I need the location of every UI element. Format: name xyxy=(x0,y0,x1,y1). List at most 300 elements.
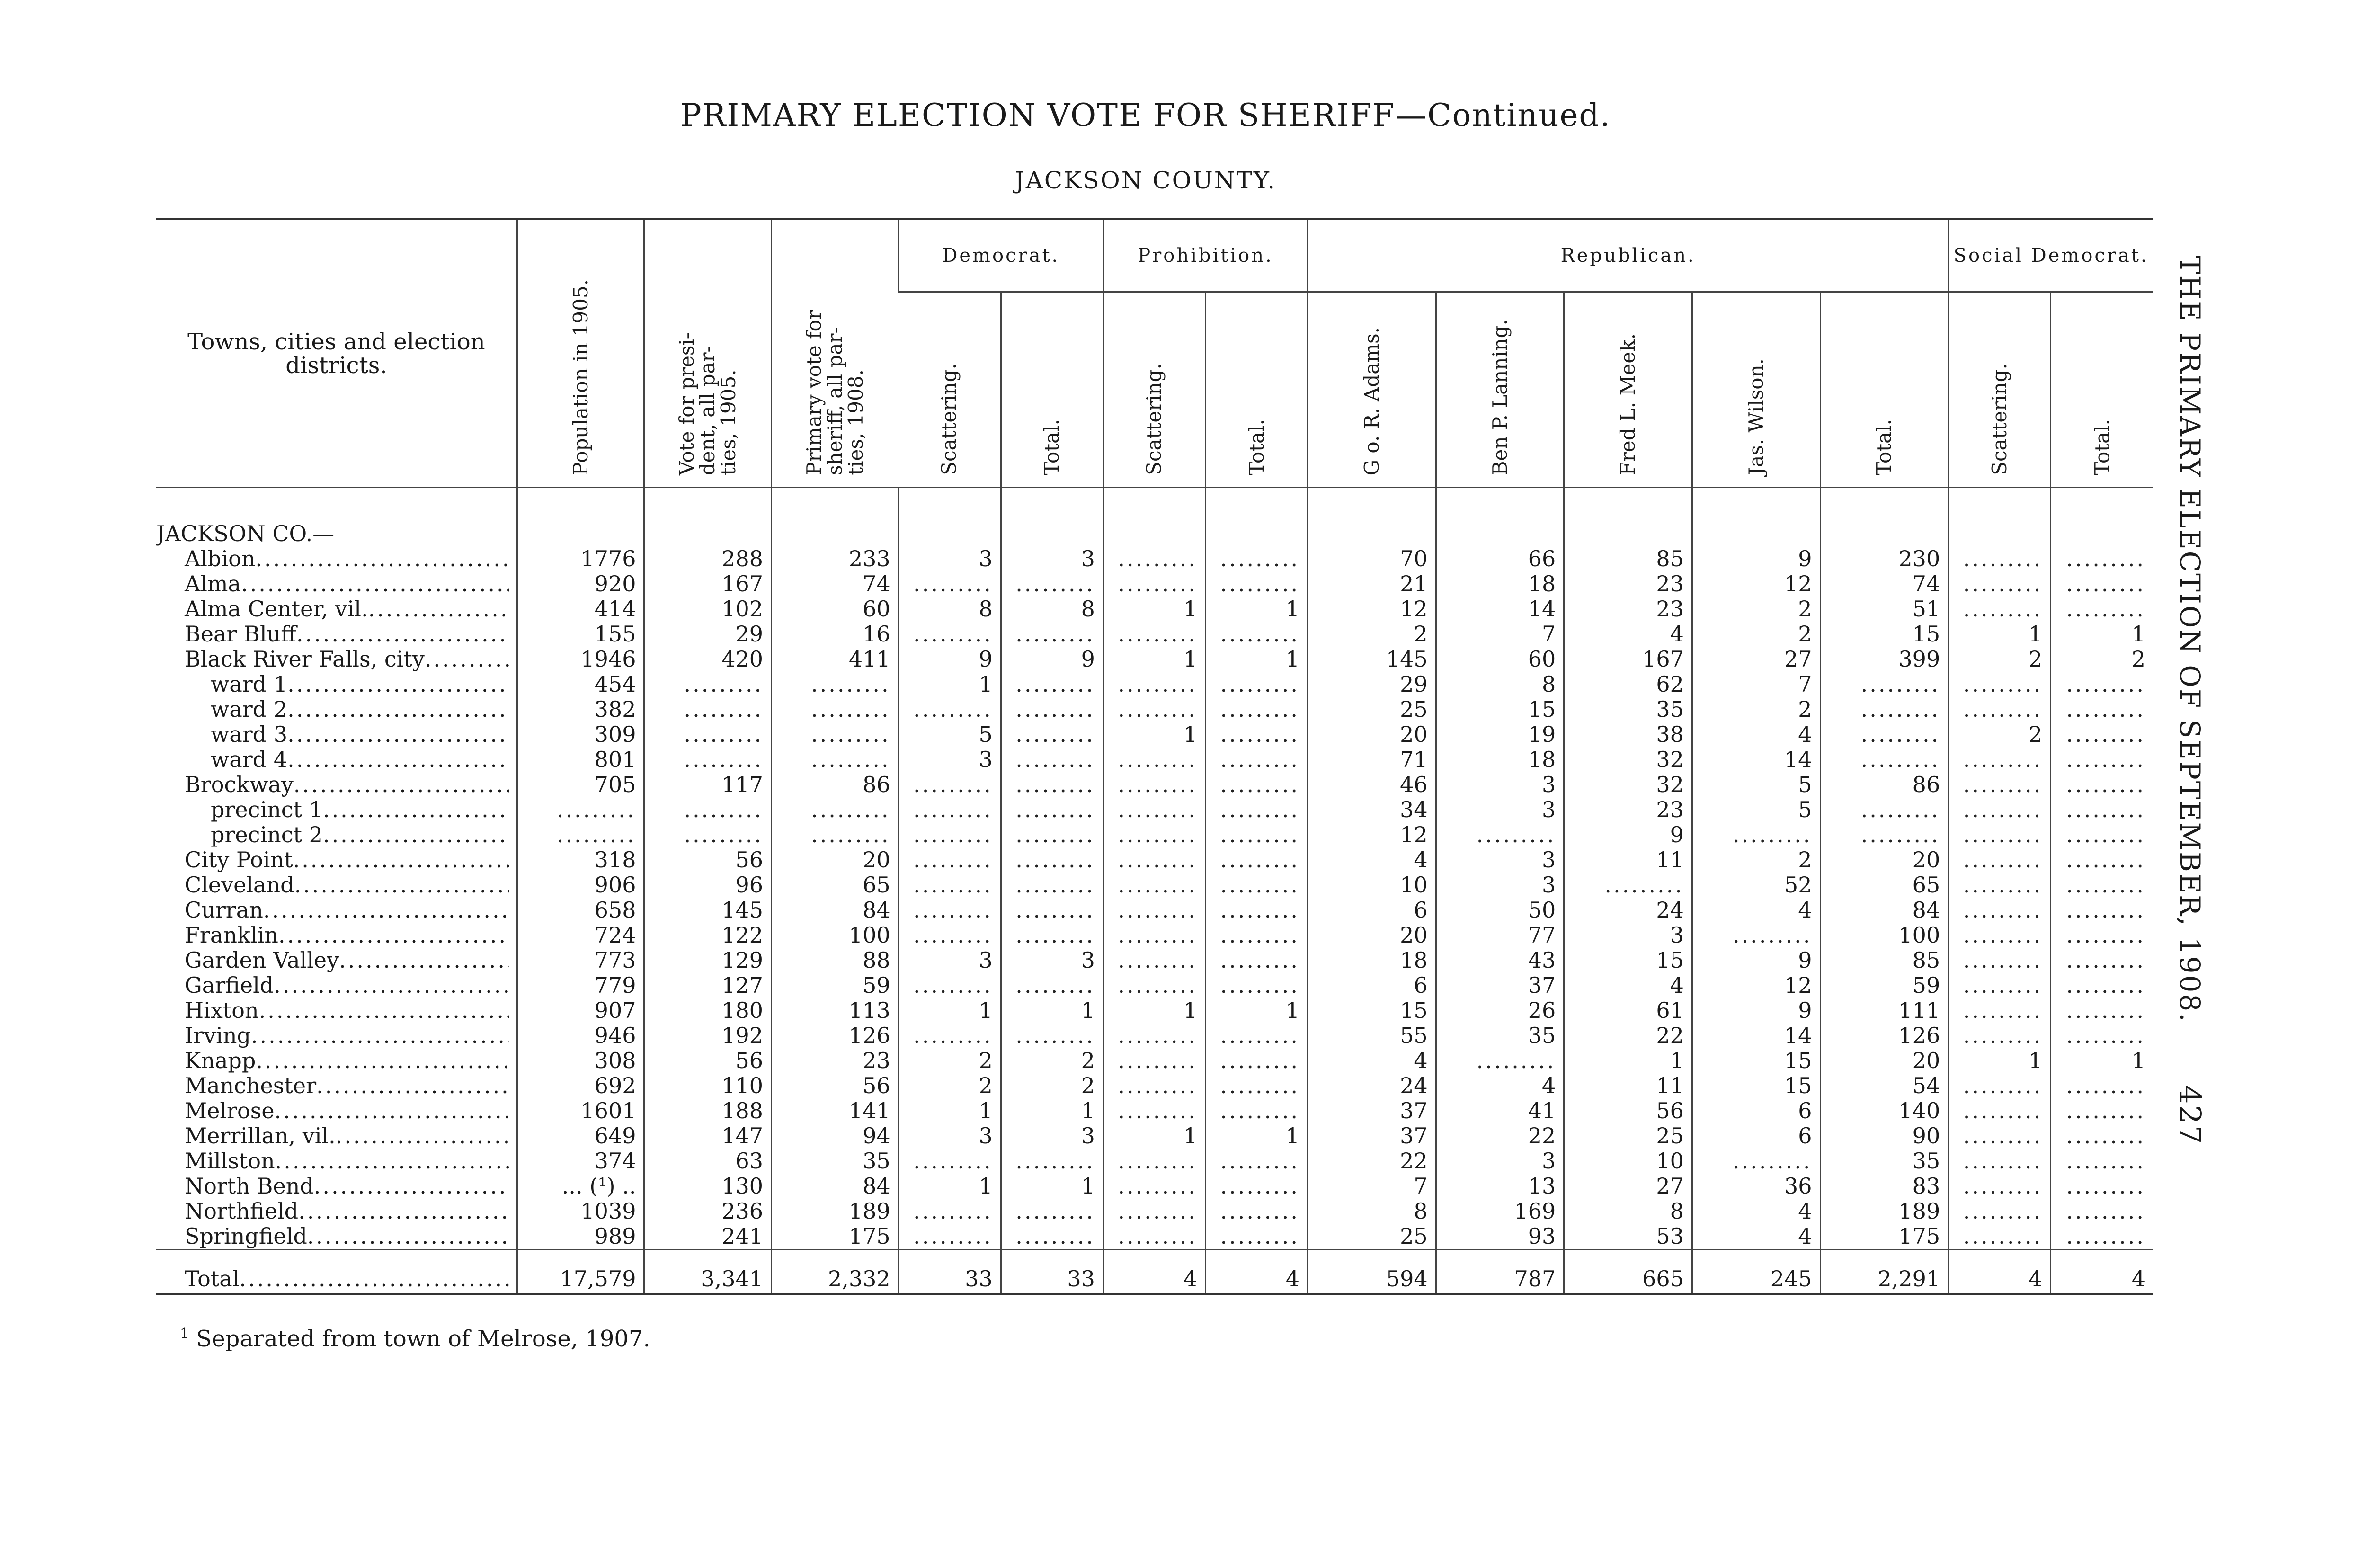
dot-leader: ......... xyxy=(913,797,993,822)
district-label: Hixton xyxy=(185,998,259,1023)
dot-leader: ......... xyxy=(811,672,890,697)
empty-cell-p_sc xyxy=(1103,1199,1205,1224)
header-primary-vote-label: Primary vote for sheriff, all par- ties, 1908. xyxy=(802,310,867,475)
dot-leader: ......... xyxy=(1963,1174,2043,1199)
cell-meek: 32 xyxy=(1564,747,1692,772)
cell-adams: 10 xyxy=(1308,873,1436,898)
dot-leader: ......... xyxy=(684,747,764,772)
empty-cell-s_sc xyxy=(1949,973,2051,998)
cell-d_sc: 3 xyxy=(899,546,1001,571)
dot-leader: ......... xyxy=(1015,847,1095,873)
table-cell xyxy=(517,488,644,547)
district-name xyxy=(156,672,517,697)
district-label: Garfield xyxy=(185,973,274,998)
cell-meek: 27 xyxy=(1564,1174,1692,1199)
table-bottom-rule xyxy=(156,1293,2153,1295)
district-label: Total xyxy=(185,1265,240,1292)
empty-cell-d_t xyxy=(1001,622,1103,647)
cell-prim: 84 xyxy=(772,1174,899,1199)
running-header xyxy=(2173,256,2207,1146)
empty-cell-s_sc xyxy=(1949,1073,2051,1098)
cell-p_sc: 1 xyxy=(1103,647,1205,672)
cell-pop: 155 xyxy=(517,622,644,647)
empty-cell-p_t xyxy=(1205,1199,1308,1224)
cell-prim: 56 xyxy=(772,1073,899,1098)
dot-leader: ......... xyxy=(1015,1023,1095,1048)
empty-cell-p_sc xyxy=(1103,571,1205,597)
cell-r_t: 15 xyxy=(1820,622,1949,647)
header-vote-president xyxy=(644,220,772,488)
cell-adams: 12 xyxy=(1308,822,1436,847)
dot-leader: ......... xyxy=(1963,1073,2043,1098)
cell-adams: 37 xyxy=(1308,1098,1436,1123)
district-name-wrap xyxy=(156,571,509,597)
dot-leader: ......... xyxy=(1118,1149,1197,1174)
empty-cell-prim xyxy=(772,822,899,847)
empty-cell-s_t xyxy=(2051,772,2153,797)
cell-r_t: 175 xyxy=(1820,1224,1949,1250)
empty-cell-lanning xyxy=(1436,1048,1564,1073)
dot-leader: ......... xyxy=(1963,597,2043,622)
cell-d_sc: 3 xyxy=(899,948,1001,973)
table-row xyxy=(156,1098,2153,1123)
cell-pop: 1946 xyxy=(517,647,644,672)
dot-leader: ......... xyxy=(1963,847,2043,873)
dot-leader: ......... xyxy=(1732,1149,1812,1174)
dot-leader: ......... xyxy=(2066,1073,2145,1098)
cell-wilson: 2 xyxy=(1692,697,1820,722)
empty-cell-s_sc xyxy=(1949,1023,2051,1048)
dot-leader: ......... xyxy=(1015,1224,1095,1249)
cell-prim: 59 xyxy=(772,973,899,998)
cell-meek: 11 xyxy=(1564,847,1692,873)
cell-wilson: 14 xyxy=(1692,1023,1820,1048)
cell-adams: 22 xyxy=(1308,1149,1436,1174)
empty-cell-p_sc xyxy=(1103,772,1205,797)
district-label: ward 1 xyxy=(211,672,288,697)
leader-dots xyxy=(287,672,509,697)
dot-leader: ......... xyxy=(811,697,890,722)
cell-pop: 705 xyxy=(517,772,644,797)
leader-dots xyxy=(239,1266,508,1292)
dot-leader: ......... xyxy=(2066,998,2145,1023)
cell-p_sc: 1 xyxy=(1103,722,1205,747)
cell-lanning: 4 xyxy=(1436,1073,1564,1098)
district-label: Northfield xyxy=(185,1199,299,1224)
dot-leader: ......... xyxy=(1963,1224,2043,1249)
empty-cell-s_t xyxy=(2051,1123,2153,1149)
dot-leader: ......... xyxy=(1963,546,2043,571)
empty-cell-d_t xyxy=(1001,973,1103,998)
district-name xyxy=(156,622,517,647)
district-name xyxy=(156,1199,517,1224)
header-towns xyxy=(156,220,517,488)
leader-dots xyxy=(259,998,509,1023)
header-label: Scattering. xyxy=(937,363,961,475)
dot-leader: ......... xyxy=(2066,973,2145,998)
dot-leader: ......... xyxy=(1963,1023,2043,1048)
cell-pop: 658 xyxy=(517,898,644,923)
cell-lanning: 169 xyxy=(1436,1199,1564,1224)
cell-lanning: 18 xyxy=(1436,747,1564,772)
dot-leader: ......... xyxy=(913,847,993,873)
table-row xyxy=(156,847,2153,873)
dot-leader: ......... xyxy=(913,697,993,722)
county-heading-row xyxy=(156,488,2153,547)
leader-dots xyxy=(263,898,509,923)
district-name-wrap xyxy=(156,847,509,873)
cell-wilson: 15 xyxy=(1692,1073,1820,1098)
cell-meek: 23 xyxy=(1564,597,1692,622)
empty-cell-d_t xyxy=(1001,1199,1103,1224)
dot-leader: ......... xyxy=(811,722,890,747)
header-meek xyxy=(1564,292,1692,488)
table-row xyxy=(156,998,2153,1023)
district-name xyxy=(156,1149,517,1174)
district-name-wrap xyxy=(156,822,509,847)
table-row xyxy=(156,1174,2153,1199)
dot-leader: ......... xyxy=(1963,747,2043,772)
cell-r_t: 20 xyxy=(1820,847,1949,873)
dot-leader: ......... xyxy=(1220,1023,1300,1048)
dot-leader: ......... xyxy=(2066,923,2145,948)
cell-r_t: 20 xyxy=(1820,1048,1949,1073)
empty-cell-d_t xyxy=(1001,847,1103,873)
dot-leader: ......... xyxy=(1118,747,1197,772)
dot-leader: ......... xyxy=(2066,571,2145,597)
empty-cell-s_sc xyxy=(1949,1123,2051,1149)
district-name xyxy=(156,1023,517,1048)
dot-leader: ......... xyxy=(1220,948,1300,973)
table-cell xyxy=(1308,488,1436,547)
cell-meek: 25 xyxy=(1564,1123,1692,1149)
district-name-wrap xyxy=(156,1123,509,1149)
table-row xyxy=(156,647,2153,672)
cell-s_sc: 2 xyxy=(1949,722,2051,747)
district-name xyxy=(156,722,517,747)
dot-leader: ......... xyxy=(1015,923,1095,948)
leader-dots xyxy=(368,597,509,622)
empty-cell-s_t xyxy=(2051,672,2153,697)
header-towns-label: Towns, cities and election districts. xyxy=(187,328,485,379)
empty-cell-p_t xyxy=(1205,1048,1308,1073)
leader-dots xyxy=(425,647,509,672)
empty-cell-p_sc xyxy=(1103,1098,1205,1123)
header-label: Total. xyxy=(1245,419,1268,475)
empty-cell-p_t xyxy=(1205,847,1308,873)
cell-pres: 145 xyxy=(644,898,772,923)
dot-leader: ......... xyxy=(2066,546,2145,571)
dot-leader: ......... xyxy=(1015,873,1095,898)
cell-prim: 74 xyxy=(772,571,899,597)
empty-cell-s_t xyxy=(2051,722,2153,747)
cell-meek: 15 xyxy=(1564,948,1692,973)
dot-leader: ......... xyxy=(811,747,890,772)
dot-leader: ......... xyxy=(2066,597,2145,622)
empty-cell-p_t xyxy=(1205,923,1308,948)
cell-meek: 23 xyxy=(1564,797,1692,822)
cell-wilson: 4 xyxy=(1692,1224,1820,1250)
header-label: Scattering. xyxy=(1142,363,1166,475)
district-name-wrap xyxy=(156,1073,509,1098)
empty-cell-d_sc xyxy=(899,847,1001,873)
district-name xyxy=(156,546,517,571)
table-row xyxy=(156,1224,2153,1250)
leader-dots xyxy=(287,747,509,772)
empty-cell-d_sc xyxy=(899,1224,1001,1250)
cell-pop: 17,579 xyxy=(517,1250,644,1293)
empty-cell-s_sc xyxy=(1949,898,2051,923)
leader-dots xyxy=(298,1199,509,1224)
cell-pres: 241 xyxy=(644,1224,772,1250)
cell-d_sc: 1 xyxy=(899,1174,1001,1199)
cell-wilson: 6 xyxy=(1692,1098,1820,1123)
empty-cell-s_t xyxy=(2051,923,2153,948)
empty-cell-d_sc xyxy=(899,1149,1001,1174)
leader-dots xyxy=(294,873,509,898)
dot-leader: ......... xyxy=(1963,772,2043,797)
leader-dots xyxy=(336,1123,509,1149)
dot-leader: ......... xyxy=(1860,697,1940,722)
district-name-wrap xyxy=(156,998,509,1023)
empty-cell-p_t xyxy=(1205,672,1308,697)
header-label: Ben P. Lanning. xyxy=(1488,319,1512,475)
dot-leader: ......... xyxy=(1118,923,1197,948)
dot-leader: ......... xyxy=(1118,898,1197,923)
dot-leader: ......... xyxy=(811,822,890,847)
district-label: precinct 1 xyxy=(211,797,323,822)
dot-leader: ......... xyxy=(1963,1123,2043,1149)
empty-cell-wilson xyxy=(1692,923,1820,948)
cell-r_t: 399 xyxy=(1820,647,1949,672)
cell-wilson: 4 xyxy=(1692,722,1820,747)
dot-leader: ......... xyxy=(913,1149,993,1174)
dot-leader: ......... xyxy=(1118,1048,1197,1073)
district-name-wrap xyxy=(156,1174,509,1199)
dot-leader: ......... xyxy=(1220,1098,1300,1123)
cell-meek: 23 xyxy=(1564,571,1692,597)
empty-cell-d_t xyxy=(1001,571,1103,597)
dot-leader: ......... xyxy=(1963,822,2043,847)
empty-cell-s_t xyxy=(2051,998,2153,1023)
empty-cell-d_sc xyxy=(899,1199,1001,1224)
header-soc-total xyxy=(2051,292,2153,488)
empty-cell-lanning xyxy=(1436,822,1564,847)
district-label: Cleveland xyxy=(185,873,294,898)
cell-lanning: 14 xyxy=(1436,597,1564,622)
dot-leader: ......... xyxy=(1963,948,2043,973)
cell-pop: 1039 xyxy=(517,1199,644,1224)
empty-cell-wilson xyxy=(1692,822,1820,847)
empty-cell-prim xyxy=(772,722,899,747)
empty-cell-s_sc xyxy=(1949,847,2051,873)
district-name-wrap xyxy=(156,622,509,647)
table-row xyxy=(156,1023,2153,1048)
cell-pop: 1601 xyxy=(517,1098,644,1123)
empty-cell-p_sc xyxy=(1103,847,1205,873)
cell-wilson: 6 xyxy=(1692,1123,1820,1149)
dot-leader: ......... xyxy=(1732,822,1812,847)
empty-cell-p_sc xyxy=(1103,1073,1205,1098)
dot-leader: ......... xyxy=(1963,697,2043,722)
cell-prim: 100 xyxy=(772,923,899,948)
table-cell xyxy=(644,488,772,547)
dot-leader: ......... xyxy=(2066,898,2145,923)
cell-adams: 2 xyxy=(1308,622,1436,647)
empty-cell-d_sc xyxy=(899,772,1001,797)
empty-cell-p_t xyxy=(1205,546,1308,571)
cell-prim: 16 xyxy=(772,622,899,647)
cell-meek: 4 xyxy=(1564,622,1692,647)
leader-dots xyxy=(251,1023,509,1048)
cell-s_sc: 2 xyxy=(1949,647,2051,672)
empty-cell-p_sc xyxy=(1103,672,1205,697)
district-label: precinct 2 xyxy=(211,822,323,847)
table-row xyxy=(156,923,2153,948)
table-row xyxy=(156,1048,2153,1073)
cell-pres: 236 xyxy=(644,1199,772,1224)
empty-cell-p_sc xyxy=(1103,1023,1205,1048)
district-name-wrap xyxy=(156,747,509,772)
table-cell xyxy=(899,488,1001,547)
district-label: Alma Center, vil. xyxy=(185,597,368,622)
cell-r_t: 83 xyxy=(1820,1174,1949,1199)
district-label: City Point xyxy=(185,847,293,873)
cell-wilson: 14 xyxy=(1692,747,1820,772)
district-label: North Bend xyxy=(185,1174,314,1199)
cell-pop: 906 xyxy=(517,873,644,898)
dot-leader: ......... xyxy=(1476,822,1556,847)
empty-cell-d_sc xyxy=(899,571,1001,597)
table-row xyxy=(156,597,2153,622)
empty-cell-p_sc xyxy=(1103,973,1205,998)
cell-lanning: 41 xyxy=(1436,1098,1564,1123)
district-name xyxy=(156,1098,517,1123)
empty-cell-d_t xyxy=(1001,1023,1103,1048)
district-label: Millston xyxy=(185,1149,275,1174)
cell-pres: 56 xyxy=(644,1048,772,1073)
empty-cell-d_t xyxy=(1001,873,1103,898)
empty-cell-s_t xyxy=(2051,847,2153,873)
empty-cell-d_t xyxy=(1001,772,1103,797)
cell-pres: 420 xyxy=(644,647,772,672)
cell-prim: 2,332 xyxy=(772,1250,899,1293)
dot-leader: ......... xyxy=(1220,1199,1300,1224)
cell-s_sc: 4 xyxy=(1949,1250,2051,1293)
district-name xyxy=(156,747,517,772)
cell-adams: 20 xyxy=(1308,923,1436,948)
empty-cell-d_t xyxy=(1001,722,1103,747)
cell-wilson: 12 xyxy=(1692,571,1820,597)
header-pro-scattering xyxy=(1103,292,1205,488)
cell-adams: 24 xyxy=(1308,1073,1436,1098)
cell-wilson: 12 xyxy=(1692,973,1820,998)
empty-cell-d_sc xyxy=(899,873,1001,898)
header-population xyxy=(517,220,644,488)
cell-lanning: 37 xyxy=(1436,973,1564,998)
cell-wilson: 2 xyxy=(1692,847,1820,873)
table-row xyxy=(156,898,2153,923)
empty-cell-p_t xyxy=(1205,1224,1308,1250)
dot-leader: ......... xyxy=(1118,847,1197,873)
empty-cell-d_t xyxy=(1001,697,1103,722)
cell-d_sc: 2 xyxy=(899,1048,1001,1073)
dot-leader: ......... xyxy=(2066,1174,2145,1199)
empty-cell-s_sc xyxy=(1949,797,2051,822)
dot-leader: ......... xyxy=(913,973,993,998)
empty-cell-d_sc xyxy=(899,622,1001,647)
empty-cell-p_t xyxy=(1205,873,1308,898)
cell-d_t: 1 xyxy=(1001,1174,1103,1199)
header-democrat: Democrat. xyxy=(899,220,1103,292)
district-label: Springfield xyxy=(185,1224,307,1249)
cell-p_t: 1 xyxy=(1205,1123,1308,1149)
cell-p_t: 1 xyxy=(1205,998,1308,1023)
dot-leader: ......... xyxy=(1015,1199,1095,1224)
dot-leader: ......... xyxy=(913,622,993,647)
empty-cell-p_t xyxy=(1205,722,1308,747)
empty-cell-p_sc xyxy=(1103,948,1205,973)
empty-cell-p_sc xyxy=(1103,1149,1205,1174)
cell-pop: 454 xyxy=(517,672,644,697)
cell-pres: 63 xyxy=(644,1149,772,1174)
cell-adams: 71 xyxy=(1308,747,1436,772)
empty-cell-s_sc xyxy=(1949,1149,2051,1174)
district-name-wrap xyxy=(156,797,509,822)
cell-d_t: 8 xyxy=(1001,597,1103,622)
dot-leader: ......... xyxy=(1220,898,1300,923)
leader-dots xyxy=(255,546,508,571)
cell-lanning: 66 xyxy=(1436,546,1564,571)
dot-leader: ......... xyxy=(811,797,890,822)
cell-adams: 4 xyxy=(1308,1048,1436,1073)
empty-cell-s_sc xyxy=(1949,772,2051,797)
empty-cell-p_t xyxy=(1205,1073,1308,1098)
cell-pres: 122 xyxy=(644,923,772,948)
cell-adams: 4 xyxy=(1308,847,1436,873)
header-social-democrat: Social Democrat. xyxy=(1949,220,2153,292)
leader-dots xyxy=(316,1073,509,1098)
dot-leader: ......... xyxy=(1220,847,1300,873)
empty-cell-pres xyxy=(644,722,772,747)
table-row xyxy=(156,822,2153,847)
cell-d_sc: 1 xyxy=(899,1098,1001,1123)
dot-leader: ......... xyxy=(2066,847,2145,873)
cell-adams: 46 xyxy=(1308,772,1436,797)
cell-meek: 32 xyxy=(1564,772,1692,797)
header-label: Jas. Wilson. xyxy=(1744,358,1768,475)
cell-adams: 20 xyxy=(1308,722,1436,747)
header-vote-president-label: Vote for presi- dent, all par- ties, 1905. xyxy=(675,332,740,475)
cell-pres: 188 xyxy=(644,1098,772,1123)
empty-cell-s_sc xyxy=(1949,822,2051,847)
election-table-wrapper xyxy=(156,218,2153,1295)
cell-meek: 4 xyxy=(1564,973,1692,998)
dot-leader: ......... xyxy=(1860,672,1940,697)
district-name-wrap xyxy=(156,597,509,622)
cell-pop: 907 xyxy=(517,998,644,1023)
table-row xyxy=(156,948,2153,973)
dot-leader: ......... xyxy=(1118,697,1197,722)
district-name xyxy=(156,697,517,722)
empty-cell-r_t xyxy=(1820,697,1949,722)
empty-cell-p_sc xyxy=(1103,898,1205,923)
leader-dots xyxy=(241,571,509,597)
dot-leader: ......... xyxy=(1118,571,1197,597)
district-name-wrap xyxy=(156,672,509,697)
dot-leader: ......... xyxy=(1015,722,1095,747)
cell-pres: 29 xyxy=(644,622,772,647)
